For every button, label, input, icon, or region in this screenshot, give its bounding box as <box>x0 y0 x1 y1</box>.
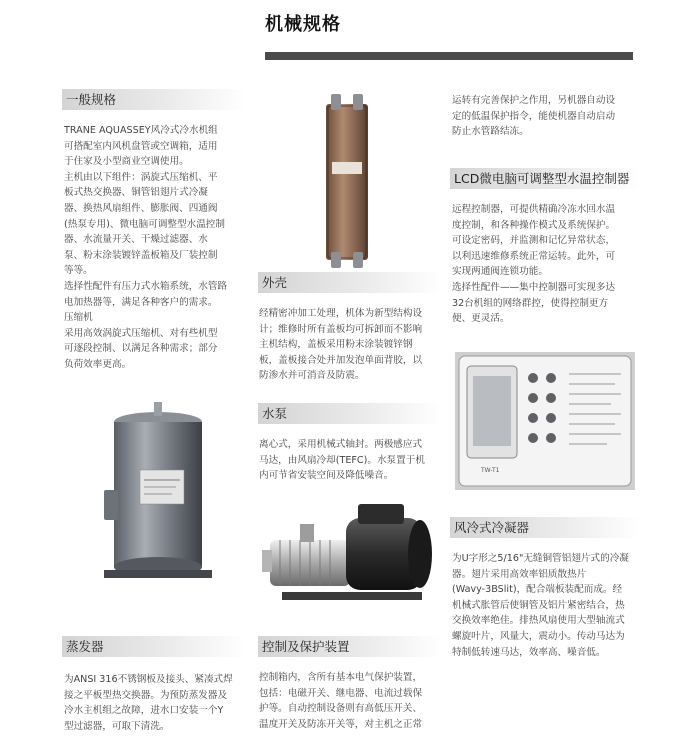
pump-text <box>259 437 445 484</box>
lcd-line: 度控制，和各种操作模式及系统保护。 <box>452 219 616 231</box>
general-line: 主机由以下组件：涡旋式压缩机、平 <box>64 171 218 183</box>
heading-lcd-controller: LCD微电脑可调整型水温控制器 <box>450 168 640 189</box>
general-line: 器、换热风扇组件、膨胀阀、四通阀 <box>64 202 218 214</box>
condenser-line: 交换效率绝佳。排热风扇使用大型轴流式 <box>452 615 625 627</box>
general-line: TRANE AQUASSEY风冷式冷水机组 <box>64 125 218 136</box>
lcd-line: 32台机组的网络群控，使得控制更方 <box>452 297 609 309</box>
evaporator-line: 为ANSI 316不锈钢板及接头、紧凑式焊 <box>64 674 233 685</box>
heading-condenser: 风冷式冷凝器 <box>450 517 640 538</box>
control-continued-text <box>452 93 640 140</box>
general-line: 可搭配室内风机盘管或空调箱，适用 <box>64 140 218 152</box>
general-line: 可逐段控制、以满足各种需求；部分 <box>64 343 218 355</box>
controller-model-label: TW-T1 <box>481 467 500 474</box>
evaporator-line: 冷水主机组之故障，进水口安装一个Y <box>64 705 224 717</box>
general-text <box>64 123 246 373</box>
general-line: 压缩机 <box>64 312 93 324</box>
heading-evaporator: 蒸发器 <box>62 636 246 657</box>
general-line: 泵、粉末涂装镀锌盖板箱及厂装控制 <box>64 249 218 261</box>
general-line: 等等。 <box>64 265 93 277</box>
continued-line: 防止水管路结冻。 <box>452 126 529 138</box>
condenser-text <box>452 551 640 660</box>
heading-control: 控制及保护装置 <box>258 636 442 657</box>
condenser-line: 特制低转速马达，效率高、噪音低。 <box>452 646 606 658</box>
control-line: 控制箱内，含所有基本电气保护装置， <box>259 672 423 683</box>
evaporator-line: 型过滤器，可取下清洗。 <box>64 720 170 732</box>
condenser-line: 机械式胀管后使铜管及铝片紧密结合，热 <box>452 599 625 611</box>
lcd-line: 以利迅速维修系统正常运转。此外，可 <box>452 250 616 262</box>
evaporator-line: 接之平板型热交换器。为预防蒸发器及 <box>64 689 228 701</box>
casing-line: 计；维修时所有盖板均可拆卸而不影响 <box>259 323 423 335</box>
heading-casing: 外壳 <box>258 272 442 293</box>
water-pump-image <box>262 500 438 610</box>
control-line: 温度开关及防冻开关等，对主机之正常 <box>259 718 423 730</box>
general-line: 负荷效率更高。 <box>64 358 132 370</box>
plate-heat-exchanger-image <box>318 92 376 270</box>
heading-general: 一般规格 <box>62 89 246 110</box>
general-line: 电加热器等，满足各种客户的需求。 <box>64 296 218 308</box>
condenser-line: 为U字形之5/16"无缝铜管铝翅片式的冷凝 <box>452 553 629 564</box>
general-line: (热泵专用)、微电脑可调整型水温控制 <box>64 218 225 230</box>
casing-line: 主机结构，盖板采用粉末涂装镀锌钢 <box>259 339 413 351</box>
general-line: 采用高效涡旋式压缩机、对有些机型 <box>64 327 218 339</box>
continued-line: 定的低温保护指令，能使机器自动启动 <box>452 110 616 122</box>
lcd-line: 远程控制器，可提供精确冷冻水回水温 <box>452 204 616 215</box>
condenser-line: 器。翅片采用高效率铝质散热片 <box>452 568 587 580</box>
general-line: 于住家及小型商业空调使用。 <box>64 156 189 168</box>
continued-line: 运转有完善保护之作用，另机器自动设 <box>452 95 616 106</box>
general-line: 器、水流量开关、干燥过滤器、水 <box>64 234 208 246</box>
title-divider <box>265 52 633 60</box>
lcd-controller-image <box>455 352 635 490</box>
pump-line: 离心式，采用机械式轴封。两极感应式 <box>259 439 423 450</box>
compressor-image <box>98 400 218 590</box>
pump-line: 马达，由风扇冷却(TEFC)。水泵置于机 <box>259 454 425 466</box>
condenser-line: 螺旋叶片，风量大，震动小。传动马达为 <box>452 630 625 642</box>
pump-line: 内可节省安装空间及降低噪音。 <box>259 470 394 482</box>
condenser-line: (Wavy-3BSlit)，配合端板装配而成。经 <box>452 584 623 596</box>
page-title: 机械规格 <box>265 14 341 35</box>
control-text <box>259 670 445 732</box>
lcd-line: 可设定密码，并监测和记忆异常状态， <box>452 235 616 247</box>
general-line: 选择性配件有压力式水箱系统，水管路 <box>64 280 228 292</box>
lcd-line: 便、更灵活。 <box>452 313 510 325</box>
casing-line: 板，盖板接合处并加发泡单面背胶，以 <box>259 354 423 366</box>
lcd-line: 实现两通阀连锁功能。 <box>452 266 548 278</box>
lcd-text <box>452 202 640 327</box>
heading-pump: 水泵 <box>258 403 442 424</box>
casing-line: 经精密冲加工处理，机体为新型结构设 <box>259 308 423 319</box>
evaporator-text <box>64 672 248 734</box>
lcd-line: 选择性配件——集中控制器可实现多达 <box>452 281 616 293</box>
casing-line: 防渗水并可消音及防震。 <box>259 370 365 382</box>
casing-text <box>259 306 445 384</box>
control-line: 包括：电磁开关、继电器、电流过载保 <box>259 687 423 699</box>
control-line: 护等。自动控制设备则有高低压开关、 <box>259 703 423 715</box>
general-line: 板式热交换器、铜管铝翅片式冷凝 <box>64 187 208 199</box>
